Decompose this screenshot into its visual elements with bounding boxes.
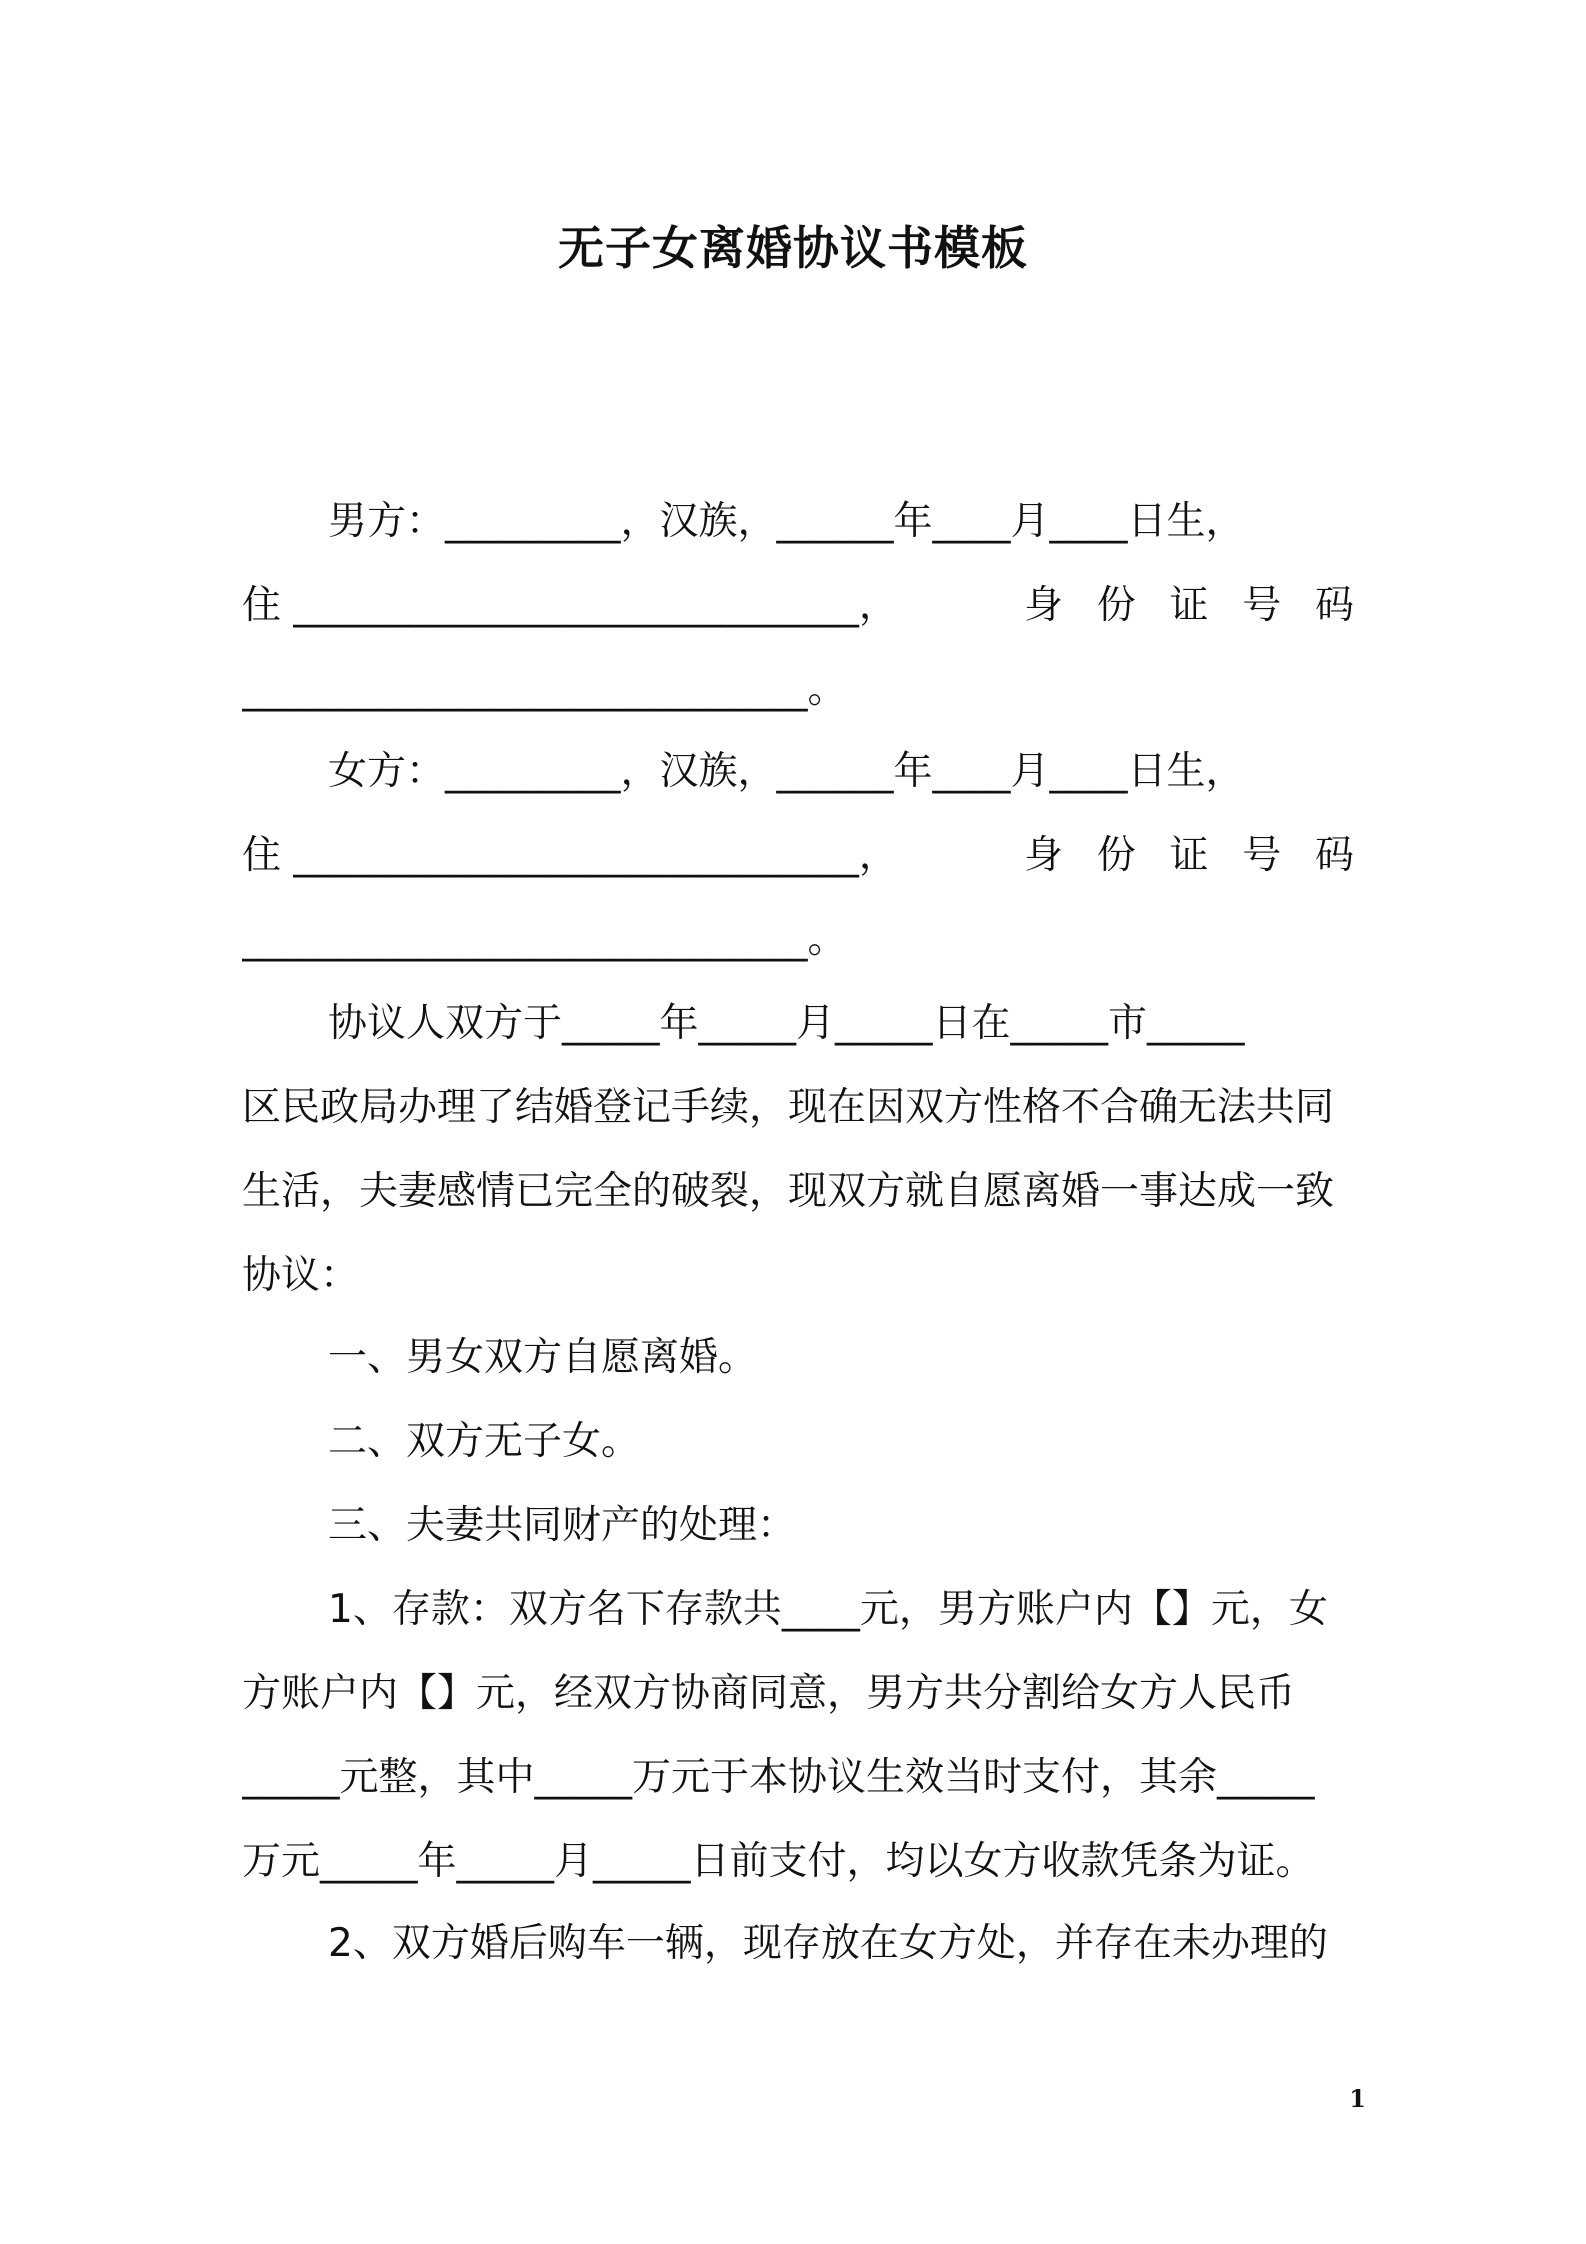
- id-number-label: 身 份 证 号 码: [1024, 583, 1354, 628]
- man-id-number-field: _____________________________。: [242, 667, 847, 712]
- man-info-line-1: 男方：_________，汉族，______年____月____日生，: [328, 499, 1245, 544]
- woman-info-line-2: [242, 830, 1354, 882]
- intro-line-2: 区民政局办理了结婚登记手续，现在因双方性格不合确无法共同: [242, 1085, 1335, 1130]
- man-info-line-2: [242, 580, 1354, 632]
- woman-info-line-1: 女方：_________，汉族，______年____月____日生，: [328, 749, 1245, 794]
- clause-3: 三、夫妻共同财产的处理：: [328, 1503, 797, 1548]
- page-number: 1: [1349, 2084, 1366, 2113]
- document-title: 无子女离婚协议书模板: [558, 221, 1028, 275]
- car-line-1: 2、双方婚后购车一辆，现存放在女方处，并存在未办理的: [328, 1921, 1328, 1966]
- man-address-field: 住 _____________________________，: [242, 583, 898, 628]
- woman-address-field: 住 _____________________________，: [242, 833, 898, 878]
- clause-2: 二、双方无子女。: [328, 1419, 641, 1464]
- deposit-line-4: 万元_____年_____月_____日前支付，均以女方收款凭条为证。: [242, 1839, 1315, 1884]
- id-number-label: 身 份 证 号 码: [1024, 833, 1354, 878]
- clause-1: 一、男女双方自愿离婚。: [328, 1335, 758, 1380]
- intro-line-4: 协议：: [242, 1253, 360, 1298]
- deposit-line-2: 方账户内【】元，经双方协商同意，男方共分割给女方人民币: [242, 1671, 1296, 1716]
- deposit-line-1: 1、存款：双方名下存款共____元，男方账户内【】元，女: [328, 1587, 1328, 1632]
- intro-line-3: 生活，夫妻感情已完全的破裂，现双方就自愿离婚一事达成一致: [242, 1169, 1335, 1214]
- intro-line-1: 协议人双方于_____年_____月_____日在_____市_____: [328, 1001, 1245, 1046]
- deposit-line-3: _____元整，其中_____万元于本协议生效当时支付，其余_____: [242, 1755, 1315, 1800]
- woman-id-number-field: _____________________________。: [242, 917, 847, 962]
